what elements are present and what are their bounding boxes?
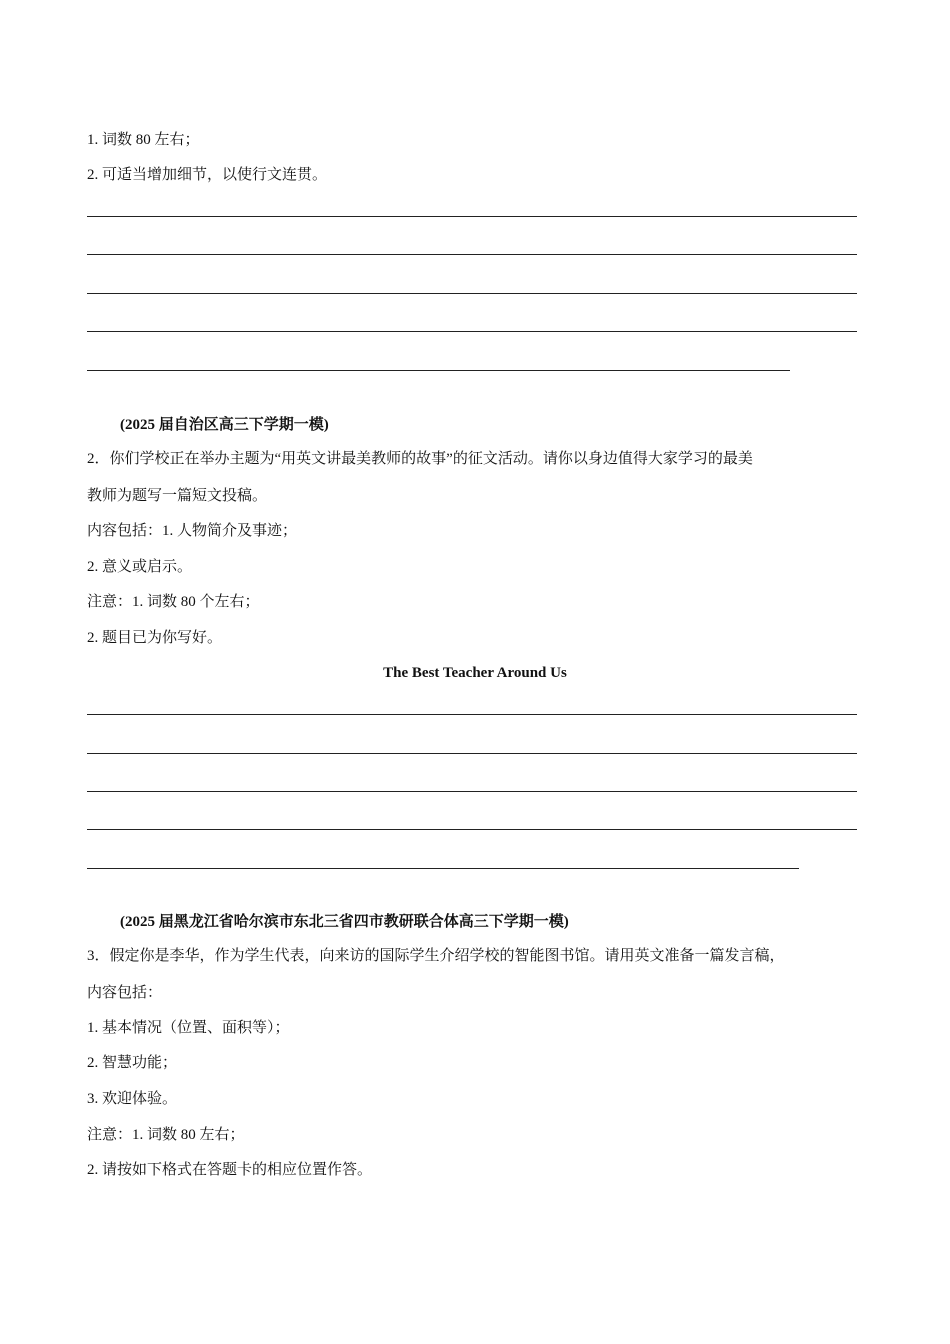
note: 注意：1. 词数 80 个左右； <box>87 594 260 610</box>
answer-line[interactable] <box>87 216 857 217</box>
answer-line[interactable] <box>87 293 857 294</box>
note: 2. 题目已为你写好。 <box>87 630 223 646</box>
answer-line[interactable] <box>87 753 857 754</box>
note: 2. 请按如下格式在答题卡的相应位置作答。 <box>87 1162 373 1178</box>
answer-line[interactable] <box>87 714 857 715</box>
question-prompt-line: 内容包括： <box>87 985 163 1001</box>
answer-line[interactable] <box>87 868 799 869</box>
question-prompt-line: 3．假定你是李华，作为学生代表，向来访的国际学生介绍学校的智能图书馆。请用英文准备一篇发言稿， <box>87 948 785 964</box>
question-prompt-line: 教师为题写一篇短文投稿。 <box>87 488 268 504</box>
content-item: 1. 基本情况（位置、面积等）； <box>87 1020 290 1036</box>
requirement-details: 2. 可适当增加细节，以使行文连贯。 <box>87 167 328 183</box>
requirement-word-count: 1. 词数 80 左右； <box>87 132 200 148</box>
note: 注意：1. 词数 80 左右； <box>87 1127 245 1143</box>
content-requirement: 内容包括：1. 人物简介及事迹； <box>87 523 298 539</box>
answer-line[interactable] <box>87 254 857 255</box>
answer-line[interactable] <box>87 791 857 792</box>
answer-line[interactable] <box>87 370 790 371</box>
content-item: 2. 智慧功能； <box>87 1055 178 1071</box>
question-prompt-line: 2．你们学校正在举办主题为“用英文讲最美教师的故事”的征文活动。请你以身边值得大家学习的最美 <box>87 451 753 467</box>
content-item: 3. 欢迎体验。 <box>87 1091 178 1107</box>
question-source: (2025 届黑龙江省哈尔滨市东北三省四市教研联合体高三下学期一模) <box>120 914 569 930</box>
question-source: (2025 届自治区高三下学期一模) <box>120 417 329 433</box>
answer-line[interactable] <box>87 829 857 830</box>
essay-title: The Best Teacher Around Us <box>383 665 567 681</box>
answer-line[interactable] <box>87 331 857 332</box>
content-requirement: 2. 意义或启示。 <box>87 559 193 575</box>
